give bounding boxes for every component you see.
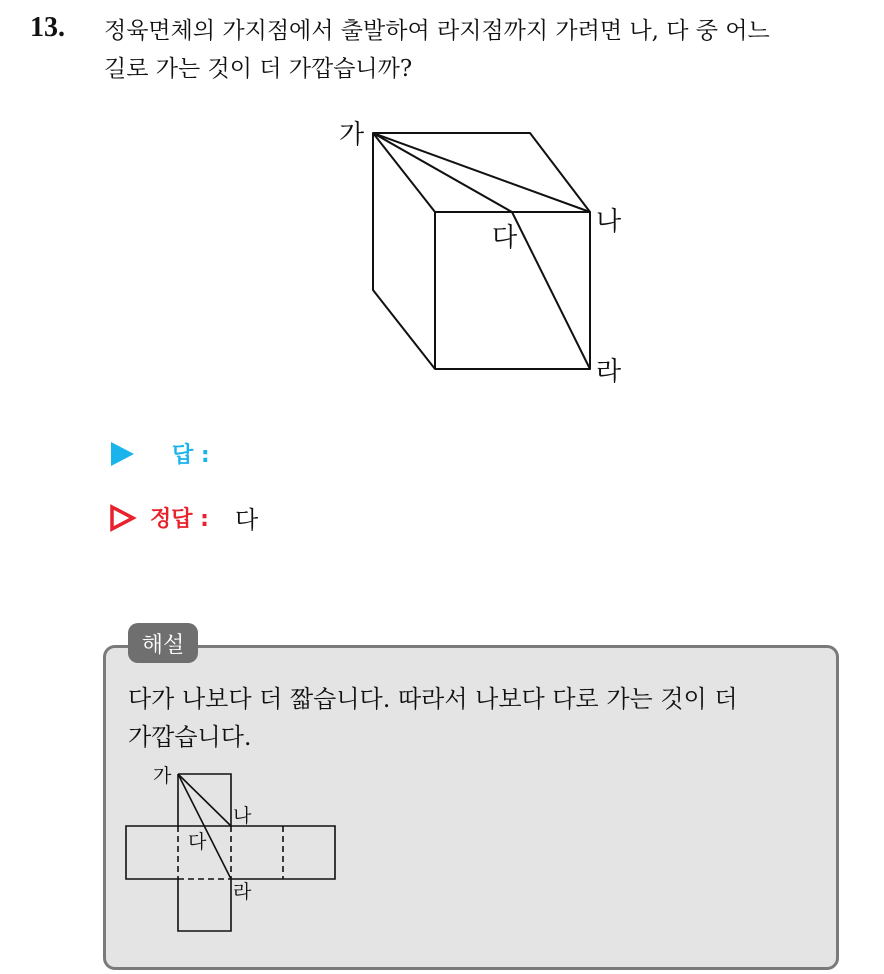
vertex-label-da: 다 <box>492 223 518 253</box>
question-line-2: 길로 가는 것이 더 가깝습니까? <box>104 56 413 82</box>
net-path-na <box>178 774 231 826</box>
vertex-label-ra: 라 <box>596 357 622 387</box>
net-label-na: 나 <box>233 805 252 827</box>
explanation-line-1: 다가 나보다 더 짧습니다. 따라서 나보다 다로 가는 것이 더 <box>128 685 738 713</box>
net-label-ga: 가 <box>153 765 172 787</box>
explanation-tag: 해설 <box>128 623 198 663</box>
explanation-line-2: 가깝습니다. <box>128 723 252 751</box>
correct-answer-value: 다 <box>234 506 259 534</box>
net-label-da: 다 <box>188 831 207 853</box>
net-outline <box>126 774 335 931</box>
correct-answer-label: 정답 : <box>150 507 209 532</box>
answer-label: 답 : <box>172 443 210 468</box>
net-label-ra: 라 <box>233 881 252 903</box>
vertex-label-ga: 가 <box>339 120 365 150</box>
question-number: 13. <box>30 12 65 43</box>
question-line-1: 정육면체의 가지점에서 출발하여 라지점까지 가려면 나, 다 중 어느 <box>104 18 770 44</box>
vertex-label-na: 나 <box>596 207 622 237</box>
